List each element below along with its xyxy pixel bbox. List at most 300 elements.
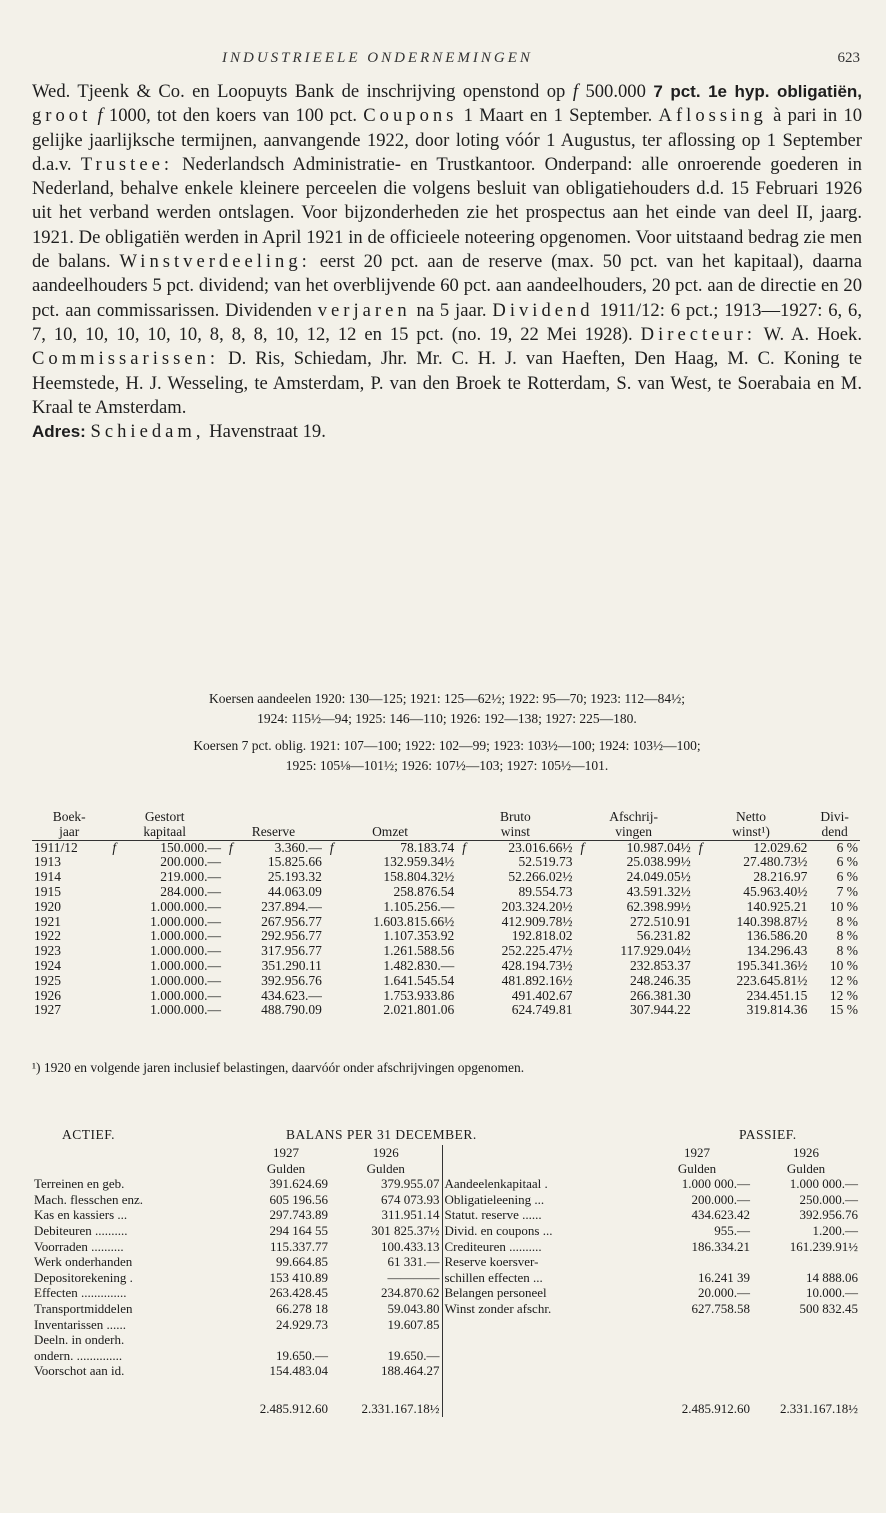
table-row xyxy=(32,959,860,974)
passief-1926 xyxy=(752,1363,860,1379)
history-value: 317.956.77 xyxy=(261,943,322,959)
history-cell xyxy=(324,959,456,974)
history-cell xyxy=(223,944,324,959)
bond-amount: 500.000 xyxy=(585,81,646,102)
history-cell xyxy=(106,974,223,989)
history-cell xyxy=(324,870,456,885)
history-cell xyxy=(106,885,223,900)
history-header-top xyxy=(32,810,860,825)
history-header-top-0: Boek- xyxy=(52,809,86,824)
history-header-top-5: Afschrij- xyxy=(609,809,658,824)
history-cell xyxy=(574,855,692,870)
history-cell xyxy=(809,944,860,959)
actief-1927: 154.483.04 xyxy=(269,1363,328,1379)
actief-label: ondern. .............. xyxy=(34,1347,123,1363)
history-cell xyxy=(693,959,810,974)
list-item xyxy=(32,1254,860,1270)
actief-1927: 24.929.73 xyxy=(276,1316,328,1332)
history-cell xyxy=(106,900,223,915)
history-value: 1924 xyxy=(34,957,61,973)
passief-unit-2: Gulden xyxy=(786,1160,826,1176)
passief-1927 xyxy=(642,1332,752,1348)
history-cell xyxy=(574,870,692,885)
passief-title: PASSIEF. xyxy=(739,1127,797,1142)
history-value: 56.231.82 xyxy=(636,928,691,944)
currency-symbol: f xyxy=(112,839,117,855)
history-value: 307.944.22 xyxy=(629,1002,691,1018)
actief-total-1926: 2.331.167.18½ xyxy=(361,1400,440,1416)
history-value: 52.519.73 xyxy=(518,854,573,870)
list-item xyxy=(32,1285,860,1301)
history-cell xyxy=(693,900,810,915)
history-cell xyxy=(693,915,810,930)
actief-1926: 674 073.93 xyxy=(381,1191,440,1207)
history-value: 1.000.000.— xyxy=(150,913,221,929)
history-cell xyxy=(324,989,456,1004)
passief-1927: 200.000.— xyxy=(691,1191,750,1207)
actief-label: Voorraden .......... xyxy=(34,1238,124,1254)
passief-label: schillen effecten ... xyxy=(442,1270,642,1286)
passief-label: Statut. reserve ...... xyxy=(442,1207,642,1223)
history-cell xyxy=(809,840,860,855)
history-cell xyxy=(456,915,574,930)
history-cell xyxy=(106,870,223,885)
passief-1927: 20.000.— xyxy=(698,1285,750,1301)
history-cell xyxy=(32,885,106,900)
passief-1927: 1.000 000.— xyxy=(681,1176,750,1192)
history-value: 1911/12 xyxy=(34,839,78,855)
label-commissarissen: Commissarissen: xyxy=(32,348,220,370)
history-value: 1.000.000.— xyxy=(150,1002,221,1018)
history-cell xyxy=(574,885,692,900)
history-value: 136.586.20 xyxy=(746,928,808,944)
history-cell xyxy=(32,870,106,885)
history-cell xyxy=(574,974,692,989)
share-quotes-line-2: 1924: 115½—94; 1925: 146—110; 1926: 192—138; 1927: 225—180. xyxy=(257,711,637,726)
actief-label: Debiteuren .......... xyxy=(34,1222,128,1238)
history-value: 23.016.66½ xyxy=(508,839,573,855)
label-directeur: Directeur: xyxy=(640,323,757,345)
body-text-1: Wed. Tjeenk & Co. en Loopuyts Bank de inschrijving openstond op xyxy=(32,81,566,102)
history-cell xyxy=(106,915,223,930)
list-item xyxy=(32,1301,860,1317)
history-header-bottom-7: dend xyxy=(809,825,860,840)
history-table xyxy=(32,810,860,1018)
history-value: 1925 xyxy=(34,972,61,988)
history-value: 234.451.15 xyxy=(746,987,808,1003)
totals-spacer xyxy=(32,1379,242,1417)
label-coupons: Coupons xyxy=(363,105,458,127)
history-value: 1.482.830.— xyxy=(383,957,455,973)
actief-unit-2: Gulden xyxy=(366,1160,405,1176)
actief-1926: 234.870.62 xyxy=(381,1285,440,1301)
history-value: 6 % xyxy=(836,869,858,885)
label-onderpand: Onderpand: xyxy=(544,153,633,175)
actief-label: Transportmiddelen xyxy=(34,1300,133,1316)
actief-label: Terreinen en geb. xyxy=(34,1176,125,1192)
history-value: 15.825.66 xyxy=(267,854,322,870)
actief-label: Effecten .............. xyxy=(34,1285,127,1301)
bond-heading: 7 pct. 1e hyp. obligatiën, xyxy=(653,82,863,101)
history-cell xyxy=(32,915,106,930)
history-value: 10 % xyxy=(829,957,858,973)
passief-1927: 16.241 39 xyxy=(698,1269,750,1285)
passief-label xyxy=(442,1317,642,1333)
label-groot: groot xyxy=(32,105,92,127)
history-cell xyxy=(324,944,456,959)
actief-1926: 19.650.— xyxy=(387,1347,440,1363)
passief-1927: 434.623.42 xyxy=(691,1207,750,1223)
history-value: 45.963.40½ xyxy=(743,883,808,899)
history-value: 1921 xyxy=(34,913,61,929)
running-header xyxy=(0,50,886,74)
passief-1926 xyxy=(752,1348,860,1364)
body-text-15: alle onroerende goederen in Nederland, behalve enkele kleinere perceelen die volgens besluit van obligatiehouders d.d. 15 Februari 1926 uit het verband werden ontslagen. Voor bijzonderheden zie het prospectus aan het einde van deel II, jaarg. 1921. De obligatiën werden in April 1921 in de officieele noteering opgenomen. Voor uitstaand bedrag zie men de balans. xyxy=(32,153,862,273)
history-value: 195.341.36½ xyxy=(736,957,808,973)
passief-1926 xyxy=(752,1254,860,1270)
history-value: 1927 xyxy=(34,1002,61,1018)
passief-label: Divid. en coupons ... xyxy=(442,1223,642,1239)
history-cell xyxy=(456,855,574,870)
history-cell xyxy=(809,989,860,1004)
totals-mid xyxy=(442,1379,642,1417)
history-cell xyxy=(456,959,574,974)
history-value: 8 % xyxy=(836,943,858,959)
history-value: 434.623.— xyxy=(261,987,322,1003)
totals-row xyxy=(32,1379,860,1417)
history-value: 78.183.74 xyxy=(400,839,455,855)
passief-label xyxy=(442,1348,642,1364)
history-cell xyxy=(324,840,456,855)
history-header-top-6: Netto xyxy=(736,809,767,824)
history-value: 491.402.67 xyxy=(511,987,573,1003)
body-text-25: D. Ris, Schiedam, Jhr. Mr. C. H. J. van Haeften, Den Haag, M. C. Koning te Heemstede, H. J. Wesseling, te Amsterdam, P. van den Broek te Rotterdam, S. van West, te Soerabaia en M. Kraal te Amsterdam. xyxy=(32,348,862,418)
history-cell xyxy=(693,929,810,944)
history-value: 134.296.43 xyxy=(746,943,808,959)
history-cell xyxy=(106,944,223,959)
history-cell xyxy=(693,1003,810,1018)
currency-symbol-2: f xyxy=(97,105,103,127)
history-cell xyxy=(324,1003,456,1018)
label-winstverdeeling: Winstverdeeling: xyxy=(119,251,311,273)
history-value: 1.000.000.— xyxy=(150,957,221,973)
history-cell xyxy=(32,855,106,870)
history-cell xyxy=(809,885,860,900)
history-value: 8 % xyxy=(836,913,858,929)
history-cell xyxy=(223,974,324,989)
actief-label: Werk onderhanden xyxy=(34,1254,133,1270)
history-value: 1914 xyxy=(34,869,61,885)
actief-title: ACTIEF. xyxy=(62,1127,116,1142)
list-item xyxy=(32,1270,860,1286)
history-cell xyxy=(456,944,574,959)
history-value: 7 % xyxy=(836,883,858,899)
history-value: 223.645.81½ xyxy=(736,972,808,988)
history-cell xyxy=(106,840,223,855)
history-cell xyxy=(32,1003,106,1018)
history-value: 192.818.02 xyxy=(511,928,573,944)
history-value: 44.063.09 xyxy=(267,883,322,899)
actief-year-1927: 1927 xyxy=(273,1145,299,1160)
history-value: 62.398.99½ xyxy=(626,898,691,914)
list-item xyxy=(32,1207,860,1223)
history-value: 1922 xyxy=(34,928,61,944)
history-value: 1913 xyxy=(34,854,61,870)
history-cell xyxy=(574,900,692,915)
history-value: 24.049.05½ xyxy=(626,869,691,885)
bond-quotes-line-1: Koersen 7 pct. oblig. 1921: 107—100; 1922: 102—99; 1923: 103½—100; 1924: 103½—100; xyxy=(193,738,701,753)
history-cell xyxy=(693,944,810,959)
actief-1927: 263.428.45 xyxy=(269,1285,328,1301)
history-value: 2.021.801.06 xyxy=(383,1002,455,1018)
history-cell xyxy=(32,974,106,989)
actief-1926: 379.955.07 xyxy=(381,1176,440,1192)
history-value: 140.925.21 xyxy=(746,898,808,914)
running-title: INDUSTRIEELE ONDERNEMINGEN xyxy=(222,50,533,66)
history-header-bottom-6: winst¹) xyxy=(693,825,810,840)
history-header-bottom-3: Omzet xyxy=(324,825,456,840)
history-value: 1920 xyxy=(34,898,61,914)
history-value: 25.038.99½ xyxy=(626,854,691,870)
history-value: 292.956.77 xyxy=(261,928,322,944)
passief-1927 xyxy=(642,1254,752,1270)
balance-sheet xyxy=(32,1127,860,1417)
history-cell xyxy=(456,989,574,1004)
currency-symbol: f xyxy=(580,839,585,855)
passief-unit-1: Gulden xyxy=(677,1160,717,1176)
actief-1926: 100.433.13 xyxy=(381,1238,440,1254)
history-cell xyxy=(223,989,324,1004)
actief-1926: ———— xyxy=(387,1269,440,1285)
history-cell xyxy=(106,1003,223,1018)
history-value: 219.000.— xyxy=(160,869,221,885)
history-value: 232.853.37 xyxy=(629,957,691,973)
actief-label: Deeln. in onderh. xyxy=(34,1332,125,1348)
history-cell xyxy=(223,840,324,855)
history-cell xyxy=(809,870,860,885)
history-value: 1923 xyxy=(34,943,61,959)
actief-1927: 19.650.— xyxy=(276,1347,328,1363)
actief-year-1926: 1926 xyxy=(372,1145,399,1160)
page-number: 623 xyxy=(837,50,860,66)
history-value: 284.000.— xyxy=(160,883,221,899)
passief-label: Winst zonder afschr. xyxy=(442,1301,642,1317)
history-value: 1.000.000.— xyxy=(150,987,221,1003)
footnote xyxy=(32,1060,862,1075)
actief-1927: 99.664.85 xyxy=(276,1254,328,1270)
history-header-top-3 xyxy=(324,810,456,825)
label-dividend: Dividend xyxy=(492,299,594,321)
list-item xyxy=(32,1223,860,1239)
history-value: 89.554.73 xyxy=(518,883,573,899)
history-cell xyxy=(106,959,223,974)
history-value: 140.398.87½ xyxy=(736,913,808,929)
history-value: 1926 xyxy=(34,987,61,1003)
history-header-top-2 xyxy=(223,810,324,825)
table-row xyxy=(32,900,860,915)
history-value: 412.909.78½ xyxy=(501,913,573,929)
history-cell xyxy=(223,870,324,885)
history-cell xyxy=(809,974,860,989)
actief-label: Voorschot aan id. xyxy=(34,1363,125,1379)
passief-1926: 1.200.— xyxy=(812,1222,858,1238)
history-cell xyxy=(32,944,106,959)
history-value: 203.324.20½ xyxy=(501,898,573,914)
table-row xyxy=(32,915,860,930)
table-row xyxy=(32,1003,860,1018)
actief-1926 xyxy=(330,1332,442,1348)
history-cell xyxy=(32,840,106,855)
history-cell xyxy=(809,959,860,974)
history-header-bottom-5: vingen xyxy=(574,825,692,840)
history-cell xyxy=(106,855,223,870)
history-value: 1.261.588.56 xyxy=(383,943,455,959)
history-value: 6 % xyxy=(836,854,858,870)
history-value: 488.790.09 xyxy=(261,1002,322,1018)
footnote-text: 1920 en volgende jaren inclusief belastingen, daarvóór onder afschrijvingen opgenomen. xyxy=(43,1060,525,1075)
table-row xyxy=(32,870,860,885)
history-value: 158.804.32½ xyxy=(383,869,455,885)
balance-title: BALANS PER 31 DECEMBER. xyxy=(286,1127,477,1142)
history-value: 12.029.62 xyxy=(753,839,808,855)
share-quotes-line-1: Koersen aandeelen 1920: 130—125; 1921: 125—62½; 1922: 95—70; 1923: 112—84½; xyxy=(208,691,686,706)
history-cell xyxy=(324,915,456,930)
history-value: 1.641.545.54 xyxy=(383,972,455,988)
list-item xyxy=(32,1239,860,1255)
history-cell xyxy=(574,989,692,1004)
history-header-bottom xyxy=(32,825,860,840)
passief-1926: 161.239.91½ xyxy=(789,1238,858,1254)
history-value: 267.956.77 xyxy=(261,913,322,929)
actief-unit-1: Gulden xyxy=(266,1160,306,1176)
history-value: 258.876.54 xyxy=(393,883,455,899)
list-item xyxy=(32,1363,860,1379)
passief-1927 xyxy=(642,1363,752,1379)
footnote-marker: ¹) xyxy=(32,1060,41,1075)
history-value: 1.603.815.66½ xyxy=(373,913,455,929)
history-cell xyxy=(574,915,692,930)
history-value: 1.000.000.— xyxy=(150,972,221,988)
history-value: 10.987.04½ xyxy=(626,839,691,855)
actief-label: Depositorekening . xyxy=(34,1269,133,1285)
passief-1926: 500 832.45 xyxy=(799,1300,858,1316)
actief-1926: 311.951.14 xyxy=(381,1207,440,1223)
history-value: 27.480.73½ xyxy=(743,854,808,870)
history-value: 200.000.— xyxy=(160,854,221,870)
history-value: 10 % xyxy=(829,898,858,914)
history-value: 624.749.81 xyxy=(511,1002,573,1018)
actief-label: Inventarissen ...... xyxy=(34,1316,127,1332)
list-item xyxy=(32,1348,860,1364)
passief-total-1927: 2.485.912.60 xyxy=(681,1400,750,1416)
passief-total-1926: 2.331.167.18½ xyxy=(780,1400,858,1416)
history-value: 15 % xyxy=(829,1002,858,1018)
actief-1927: 294 164 55 xyxy=(269,1222,328,1238)
currency-symbol: f xyxy=(572,81,578,102)
body-text-23: W. A. Hoek. xyxy=(763,323,863,345)
history-cell xyxy=(223,1003,324,1018)
history-cell xyxy=(456,870,574,885)
actief-1927: 115.337.77 xyxy=(269,1238,328,1254)
actief-1927: 605 196.56 xyxy=(269,1191,328,1207)
currency-symbol: f xyxy=(229,839,233,855)
history-value: 392.956.76 xyxy=(261,972,322,988)
history-cell xyxy=(693,840,810,855)
history-value: 1.105.256.— xyxy=(383,898,455,914)
history-cell xyxy=(693,885,810,900)
body-text-13: Nederlandsch Administratie- en Trustkantoor. xyxy=(182,153,536,175)
history-cell xyxy=(223,929,324,944)
history-value: 132.959.34½ xyxy=(383,854,455,870)
history-value: 3.360.— xyxy=(274,839,322,855)
history-cell xyxy=(456,900,574,915)
currency-symbol: f xyxy=(329,839,334,855)
history-cell xyxy=(456,929,574,944)
history-cell xyxy=(223,959,324,974)
body-text-7: 1000, tot den koers van 100 pct. xyxy=(108,105,358,127)
history-cell xyxy=(693,989,810,1004)
history-cell xyxy=(223,855,324,870)
label-trustee: Trustee: xyxy=(80,153,174,175)
history-value: 1.000.000.— xyxy=(150,898,221,914)
currency-symbol: f xyxy=(698,839,703,855)
history-cell xyxy=(32,929,106,944)
history-value: 43.591.32½ xyxy=(626,883,691,899)
bond-quotes-line-2: 1925: 105⅛—101½; 1926: 107½—103; 1927: 105½—101. xyxy=(285,758,609,773)
currency-symbol: f xyxy=(462,839,467,855)
history-value: 1.000.000.— xyxy=(150,928,221,944)
label-aflossing: Aflossing xyxy=(658,105,767,127)
body-text-21: 1911/12: 6 pct.; 1913—1927: 6, 6, 7, 10, 10, 10, 10, 10, 8, 8, 8, 10, 12, 12 en 15 pct. (no. 19, 22 Mei 1928). xyxy=(32,299,862,345)
passief-1926: 1.000 000.— xyxy=(789,1176,858,1192)
history-cell xyxy=(32,959,106,974)
company-description xyxy=(32,80,862,444)
history-cell xyxy=(693,855,810,870)
list-item xyxy=(32,1317,860,1333)
history-cell xyxy=(809,855,860,870)
history-cell xyxy=(324,855,456,870)
history-value: 428.194.73½ xyxy=(501,957,573,973)
actief-1926: 301 825.37½ xyxy=(371,1222,440,1238)
history-cell xyxy=(223,900,324,915)
history-cell xyxy=(809,1003,860,1018)
passief-1926: 10.000.— xyxy=(806,1285,858,1301)
actief-label: Kas en kassiers ... xyxy=(34,1207,128,1223)
history-value: 25.193.32 xyxy=(267,869,322,885)
history-value: 12 % xyxy=(829,972,858,988)
price-quotes xyxy=(32,690,862,777)
history-value: 1915 xyxy=(34,883,61,899)
history-value: 319.814.36 xyxy=(746,1002,808,1018)
passief-1927: 186.334.21 xyxy=(691,1238,750,1254)
passief-year-1926: 1926 xyxy=(793,1145,819,1160)
history-header-top-7: Divi- xyxy=(820,809,849,824)
address-street: Havenstraat 19. xyxy=(209,421,326,443)
actief-total-1927: 2.485.912.60 xyxy=(259,1400,328,1416)
passief-1927 xyxy=(642,1317,752,1333)
history-value: 351.290.11 xyxy=(261,957,322,973)
history-cell xyxy=(32,900,106,915)
history-header-top-4: Bruto xyxy=(499,809,531,824)
passief-1926: 14 888.06 xyxy=(806,1269,858,1285)
history-cell xyxy=(809,929,860,944)
history-header-bottom-0: jaar xyxy=(32,825,106,840)
history-cell xyxy=(456,1003,574,1018)
passief-1927 xyxy=(642,1348,752,1364)
history-cell xyxy=(223,885,324,900)
history-cell xyxy=(809,900,860,915)
body-text-17: eerst 20 pct. aan de reserve (max. 50 pct. van het kapitaal), daarna aandeelhouders 5 pct. dividend; van het overblijvende 60 pct. aan aandeelhouders, 20 pct. aan de directie en 20 pct. aan commissarissen. Dividenden xyxy=(32,251,862,321)
